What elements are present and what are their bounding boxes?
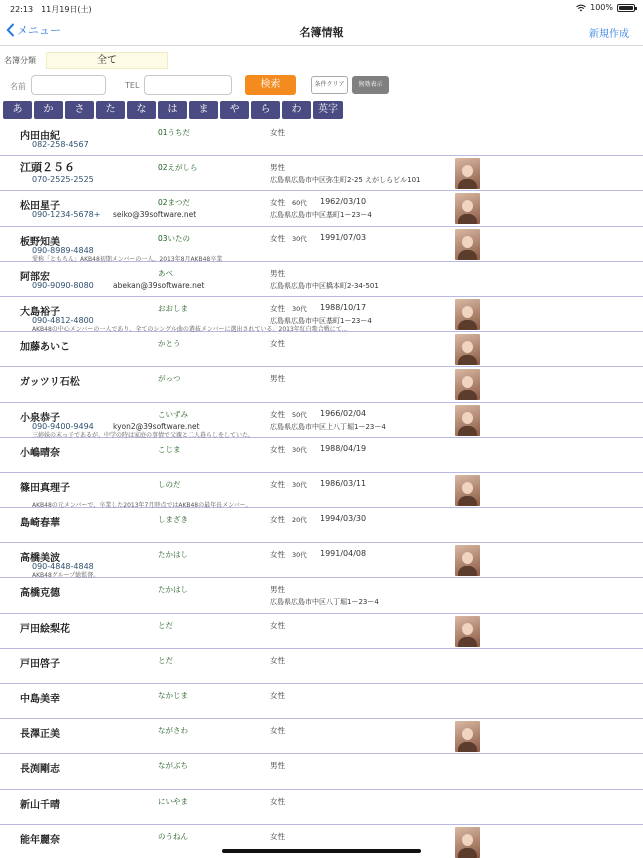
contact-row[interactable] <box>0 825 643 858</box>
kana-tab-a[interactable]: あ <box>3 101 32 119</box>
contact-email: abekan@39software.net <box>113 280 205 290</box>
contact-name: 江頭２５６ <box>20 161 75 175</box>
contact-phone: 090-9090-8080 <box>32 280 94 290</box>
contact-row[interactable] <box>0 614 643 649</box>
contact-address: 広島県広島市中区基町1ー23ー4 <box>270 316 372 325</box>
wifi-icon <box>576 4 586 12</box>
contact-reading: 02えがしら <box>158 163 198 173</box>
contact-row[interactable] <box>0 473 643 508</box>
contact-birthdate: 1994/03/30 <box>320 514 367 524</box>
contact-gender: 女性 <box>270 550 285 560</box>
contact-birthdate: 1986/03/11 <box>320 478 367 488</box>
contact-note: 愛称「ともちん」AKB48初期メンバーの一人。2013年8月AKB48卒業 <box>32 255 223 263</box>
contact-name: 能年麗奈 <box>20 834 60 846</box>
contact-list <box>0 121 643 858</box>
contact-age: 30代 <box>292 551 307 560</box>
contact-reading: こじま <box>158 444 181 454</box>
contact-reading: のうねん <box>158 831 188 841</box>
contact-row[interactable] <box>0 684 643 719</box>
category-select[interactable]: 全て <box>46 52 168 69</box>
contact-reading: にいやま <box>158 796 188 806</box>
contact-gender: 女性 <box>270 515 285 525</box>
contact-gender: 女性 <box>270 796 285 806</box>
contact-reading: 02まつだ <box>158 198 191 208</box>
contact-gender: 女性 <box>270 339 285 349</box>
contact-gender: 男性 <box>270 163 285 173</box>
contact-reading: しのだ <box>158 479 181 489</box>
contact-age: 50代 <box>292 410 307 419</box>
back-button-label: メニュー <box>17 24 61 37</box>
page-title: 名簿情報 <box>299 26 344 39</box>
tel-search-input[interactable] <box>144 75 232 95</box>
contact-birthdate: 1988/10/17 <box>320 302 367 312</box>
contact-name: 中島美幸 <box>20 694 60 705</box>
contact-name: 加藤あいこ <box>20 342 70 354</box>
contact-name: 大島裕子 <box>20 306 60 318</box>
kana-tab-sa[interactable]: さ <box>65 101 94 119</box>
kana-tab-ta[interactable]: た <box>96 101 125 119</box>
contact-name: 内田由紀 <box>20 131 60 142</box>
contact-birthdate: 1991/04/08 <box>320 549 367 559</box>
contact-photo <box>455 827 480 858</box>
contact-gender: 女性 <box>270 303 285 313</box>
contact-name: 高橋美波 <box>20 553 60 565</box>
contact-gender: 女性 <box>270 691 285 700</box>
contact-name: 阿部宏 <box>20 271 50 283</box>
contact-email: seiko@39software.net <box>113 210 197 220</box>
navigation-bar <box>0 16 643 46</box>
contact-gender: 女性 <box>270 444 285 454</box>
battery-icon <box>617 4 635 12</box>
contact-name: 高橋克德 <box>20 588 60 600</box>
contact-reading: たかはし <box>158 550 188 560</box>
contact-reading: たかはし <box>158 585 188 595</box>
contact-name: 長渕剛志 <box>20 764 60 776</box>
contact-row[interactable] <box>0 121 643 156</box>
name-search-input[interactable] <box>31 75 106 95</box>
contact-name: 篠田真理子 <box>20 482 70 494</box>
contact-name: 小泉恭子 <box>20 412 60 424</box>
contact-row[interactable] <box>0 543 643 578</box>
contact-gender: 女性 <box>270 409 285 419</box>
contact-phone: 090-8989-4848 <box>32 245 94 255</box>
contact-row[interactable] <box>0 332 643 367</box>
contact-note: AKB48の元メンバーで、卒業した2013年7月時点ではAKB48の最年長メンバー。 <box>32 501 252 509</box>
contact-phone: 090-1234-5678+ <box>32 210 101 220</box>
contact-photo <box>455 475 480 506</box>
search-bar <box>0 74 643 98</box>
name-label: 名前 <box>10 82 26 91</box>
contact-row[interactable] <box>0 649 643 684</box>
contact-gender: 女性 <box>270 198 285 208</box>
contact-name: 島崎春華 <box>20 518 60 530</box>
contact-row[interactable] <box>0 508 643 543</box>
contact-photo <box>455 369 480 400</box>
contact-name: 小嶋晴奈 <box>20 447 60 459</box>
contact-address: 広島県広島市中区橋本町2-34-501 <box>270 281 379 290</box>
contact-name: 戸田啓子 <box>20 658 60 670</box>
status-indicators <box>576 3 635 12</box>
contact-reading: とだ <box>158 620 173 630</box>
contact-row[interactable] <box>0 754 643 789</box>
new-entry-button[interactable]: 新規作成 <box>589 29 629 40</box>
contact-gender: 女性 <box>270 831 285 841</box>
contact-reading: ながさわ <box>158 726 188 736</box>
kana-tab-na[interactable]: な <box>127 101 156 119</box>
contact-photo <box>455 545 480 576</box>
contact-age: 30代 <box>292 445 307 454</box>
contact-name: ガッツリ石松 <box>20 377 80 389</box>
contact-row[interactable] <box>0 297 643 332</box>
contact-gender: 男性 <box>270 268 285 278</box>
contact-row[interactable] <box>0 438 643 473</box>
contact-note: AKB48の中心メンバーの一人であり、全てのシングル曲の選抜メンバーに選出されている。2013年紅白歌合戦にて… <box>32 325 348 333</box>
kana-tab-ka[interactable]: か <box>34 101 63 119</box>
contact-row[interactable] <box>0 367 643 402</box>
clear-conditions-button[interactable]: 条件クリア <box>311 76 348 94</box>
contact-phone: 082-258-4567 <box>32 140 89 149</box>
category-label: 名簿分類 <box>4 56 36 65</box>
contact-age: 30代 <box>292 304 307 313</box>
contact-gender: 男性 <box>270 585 285 595</box>
contact-birthdate: 1991/07/03 <box>320 232 367 242</box>
contact-reading: あべ <box>158 268 173 278</box>
contact-reading: かとう <box>158 339 181 349</box>
kana-tab-ra[interactable]: ら <box>251 101 280 119</box>
tel-label: TEL <box>125 81 140 90</box>
status-bar <box>0 0 643 16</box>
contact-reading: こいずみ <box>158 409 188 419</box>
contact-name: 長澤正美 <box>20 729 60 741</box>
kana-index-tabs <box>3 101 343 119</box>
contact-reading: しまざき <box>158 515 188 525</box>
contact-age: 30代 <box>292 234 307 243</box>
category-filter <box>0 50 643 70</box>
contact-reading: おおしま <box>158 303 188 313</box>
contact-email: kyon2@39software.net <box>113 421 200 431</box>
contact-address: 広島県広島市中区弥生町2-25 えがしらビル101 <box>270 176 421 185</box>
contact-age: 30代 <box>292 480 307 489</box>
contact-photo <box>455 616 480 647</box>
contact-name: 戸田絵梨花 <box>20 623 70 635</box>
contact-gender: 男性 <box>270 374 285 384</box>
contact-photo <box>455 158 480 189</box>
contact-photo <box>455 299 480 330</box>
show-invalid-button[interactable]: 無効表示 <box>352 76 389 94</box>
contact-birthdate: 1966/02/04 <box>320 408 367 418</box>
contact-gender: 女性 <box>270 128 285 137</box>
contact-reading: 03いたの <box>158 233 191 243</box>
kana-tab-wa[interactable]: わ <box>282 101 311 119</box>
contact-row[interactable] <box>0 578 643 613</box>
contact-reading: とだ <box>158 655 173 665</box>
contact-birthdate: 1988/04/19 <box>320 443 367 453</box>
contact-address: 広島県広島市中区基町1ー23ー4 <box>270 211 372 220</box>
contact-row[interactable] <box>0 156 643 191</box>
contact-name: 新山千晴 <box>20 799 60 811</box>
contact-age: 60代 <box>292 199 307 208</box>
contact-note: 三姉妹の末っ子であるが、中学の時は家庭の事情で父親と二人暮らしをしていた。 <box>32 431 255 439</box>
contact-phone: 090-9400-9494 <box>32 421 94 431</box>
contact-phone: 070-2525-2525 <box>32 175 94 185</box>
contact-photo <box>455 229 480 260</box>
contact-gender: 男性 <box>270 761 285 771</box>
contact-row[interactable] <box>0 719 643 754</box>
contact-address: 広島県広島市中区上八丁堀1ー23ー4 <box>270 422 386 431</box>
contact-address: 広島県広島市中区八丁堀1ー23ー4 <box>270 598 379 607</box>
contact-gender: 女性 <box>270 233 285 243</box>
contact-age: 20代 <box>292 516 307 525</box>
contact-photo <box>455 193 480 224</box>
contact-row[interactable] <box>0 790 643 825</box>
contact-phone: 090-4848-4848 <box>32 562 94 572</box>
contact-row[interactable] <box>0 227 643 262</box>
contact-photo <box>455 721 480 752</box>
contact-reading: ながぶち <box>158 761 188 771</box>
contact-gender: 女性 <box>270 479 285 489</box>
contact-row[interactable] <box>0 262 643 297</box>
contact-photo <box>455 405 480 436</box>
kana-tab-ya[interactable]: や <box>220 101 249 119</box>
contact-reading: なかじま <box>158 691 188 700</box>
status-time: 22:13 11月19日(土) <box>10 5 92 14</box>
contact-reading: 01うちだ <box>158 128 191 137</box>
contact-gender: 女性 <box>270 726 285 736</box>
kana-tab-ha[interactable]: は <box>158 101 187 119</box>
kana-tab-alpha[interactable]: 英字 <box>313 101 343 119</box>
home-indicator <box>222 849 421 853</box>
search-button[interactable]: 検索 <box>245 75 296 95</box>
contact-name: 松田星子 <box>20 201 60 213</box>
contact-phone: 090-4812-4800 <box>32 315 94 325</box>
contact-gender: 女性 <box>270 655 285 665</box>
kana-tab-ma[interactable]: ま <box>189 101 218 119</box>
contact-reading: がっつ <box>158 374 181 384</box>
contact-photo <box>455 334 480 365</box>
contact-row[interactable] <box>0 403 643 438</box>
contact-gender: 女性 <box>270 620 285 630</box>
contact-name: 板野知美 <box>20 236 60 248</box>
contact-note: AKB48グループ総監督。 <box>32 572 100 580</box>
contact-birthdate: 1962/03/10 <box>320 197 367 207</box>
contact-row[interactable] <box>0 191 643 226</box>
battery-percent: 100% <box>590 3 613 12</box>
